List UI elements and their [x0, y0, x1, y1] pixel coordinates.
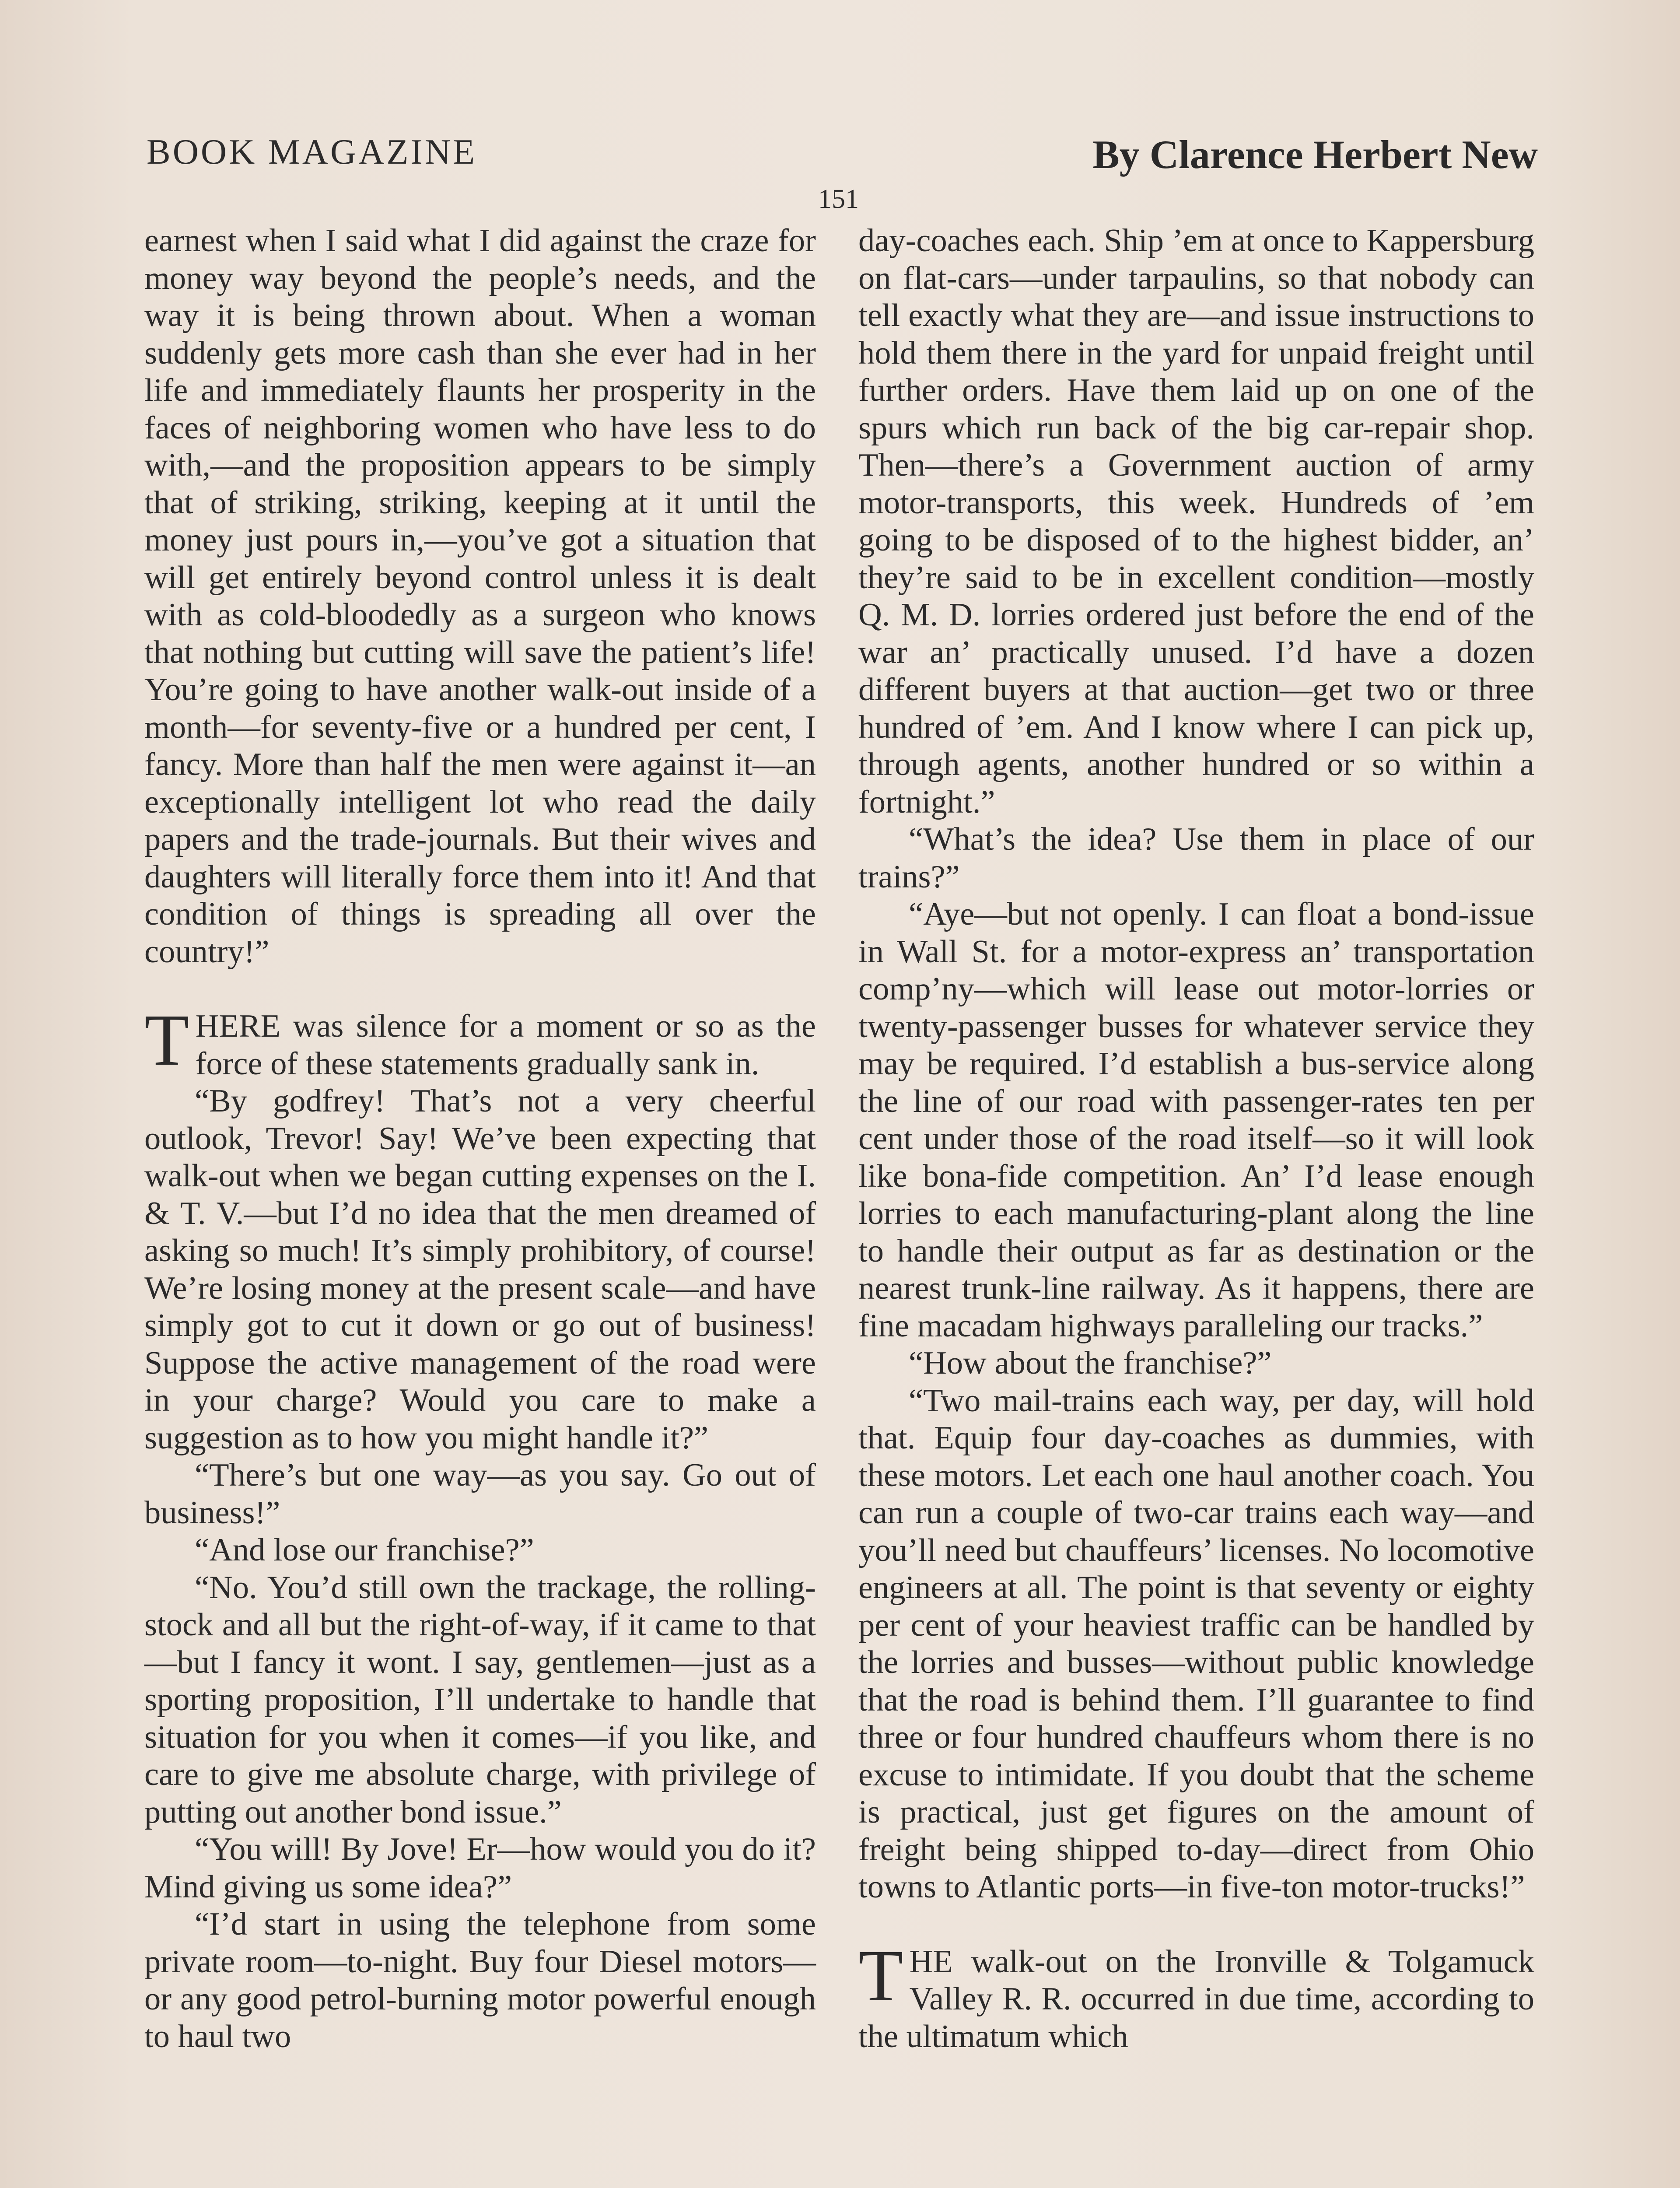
paragraph: “By godfrey! That’s not a very cheerful outlook, Trevor! Say! We’ve been expecting that walk-out when we began cutting expenses on the I. & T. V.—but I’d no idea that the men dreamed of asking so much! It’s simply prohibitory, of course! We’re losing money at the present scale—and have simply got to cut it down or go out of business! Suppose the active management of the road were in your charge? Would you care to make a suggestion as to how you might handle it?” — [144, 1083, 816, 1456]
running-head-author: By Clarence Herbert New — [1092, 132, 1538, 177]
running-head-magazine: BOOK MAGAZINE — [147, 132, 477, 172]
drop-cap: T — [858, 1935, 903, 2016]
paragraph: “There’s but one way—as you say. Go out of business!” — [144, 1457, 816, 1531]
paragraph: “Two mail-trains each way, per day, will hold that. Equip four day-coaches as dummies, with these motors. Let each one haul another coach. You can run a couple of two-car trains each way—and you’ll need but chauffeurs’ licenses. No locomotive engineers at all. The point is that seventy or eighty per cent of your heaviest traffic can be handled by the lorries and busses—without public knowledge that the road is behind them. I’ll guarantee to find three or four hundred chauffeurs whom there is no excuse to intimidate. If you doubt that the scheme is practical, just get figures on the amount of freight being shipped to-day—direct from Ohio towns to Atlantic ports—in five-ton motor-trucks!” — [858, 1382, 1534, 1905]
page-number: 151 — [818, 184, 859, 214]
paragraph-text: HE walk-out on the Ironville & Tolgamuck Valley R. R. occurred in due time, according to the ultimatum which — [858, 1943, 1534, 2055]
section-opening-paragraph — [144, 999, 816, 1083]
section-opening-paragraph — [858, 1935, 1534, 2056]
drop-cap: T — [144, 999, 189, 1081]
paragraph-text: HERE was silence for a moment or so as the force of these statements gradually sank in. — [195, 1008, 816, 1082]
paragraph: “You will! By Jove! Er—how would you do it? Mind giving us some idea?” — [144, 1831, 816, 1905]
right-column — [858, 222, 1534, 2055]
left-column — [144, 222, 816, 2055]
paragraph: “Aye—but not openly. I can float a bond-issue in Wall St. for a motor-express an’ transportation comp’ny—which will lease out motor-lorries or twenty-passenger busses for whatever service they may be required. I’d establish a bus-service along the line of our road with passenger-rates ten per cent under those of the road itself—so it will look like bona-fide competition. An’ I’d lease enough lorries to each manufacturing-plant along the line to handle their output as far as destination or the nearest trunk-line railway. As it happens, there are fine macadam highways paralleling our tracks.” — [858, 896, 1534, 1344]
paragraph: day-coaches each. Ship ’em at once to Kappersburg on flat-cars—under tarpaulins, so that nobody can tell exactly what they are—and issue instructions to hold them there in the yard for unpaid freight until further orders. Have them laid up on one of the spurs which run back of the big car-repair shop. Then—there’s a Government auction of army motor-transports, this week. Hundreds of ’em going to be disposed of to the highest bidder, an’ they’re said to be in excellent condition—mostly Q. M. D. lorries ordered just before the end of the war an’ practically unused. I’d have a dozen different buyers at that auction—get two or three hundred of ’em. And I know where I can pick up, through agents, another hundred or so within a fortnight.” — [858, 223, 1534, 820]
paragraph: “And lose our franchise?” — [195, 1532, 534, 1568]
paragraph: “How about the franchise?” — [909, 1345, 1272, 1381]
paragraph: earnest when I said what I did against the craze for money way beyond the people’s needs, and the way it is being thrown about. When a woman suddenly gets more cash than she ever had in her life and immediately flaunts her prosperity in the faces of neighboring women who have less to do with,—and the proposition appears to be simply that of striking, striking, keeping at it until the money just pours in,—you’ve got a situation that will get entirely beyond control unless it is dealt with as cold-bloodedly as a surgeon who knows that nothing but cutting will save the patient’s life! You’re going to have another walk-out inside of a month—for seventy-five or a hundred per cent, I fancy. More than half the men were against it—an exceptionally intelligent lot who read the daily papers and the trade-journals. But their wives and daughters will literally force them into it! And that condition of things is spreading all over the country!” — [144, 223, 816, 970]
paragraph: “What’s the idea? Use them in place of our trains?” — [858, 821, 1534, 895]
paragraph: “No. You’d still own the trackage, the rolling-stock and all but the right-of-way, if it came to that—but I fancy it wont. I say, gentlemen—just as a sporting proposition, I’ll undertake to handle that situation for you when it comes—if you like, and care to give me absolute charge, with privilege of putting out another bond issue.” — [144, 1569, 816, 1830]
paragraph: “I’d start in using the telephone from some private room—to-night. Buy four Diesel motors—or any good petrol-burning motor powerful enough to haul two — [144, 1906, 816, 2055]
